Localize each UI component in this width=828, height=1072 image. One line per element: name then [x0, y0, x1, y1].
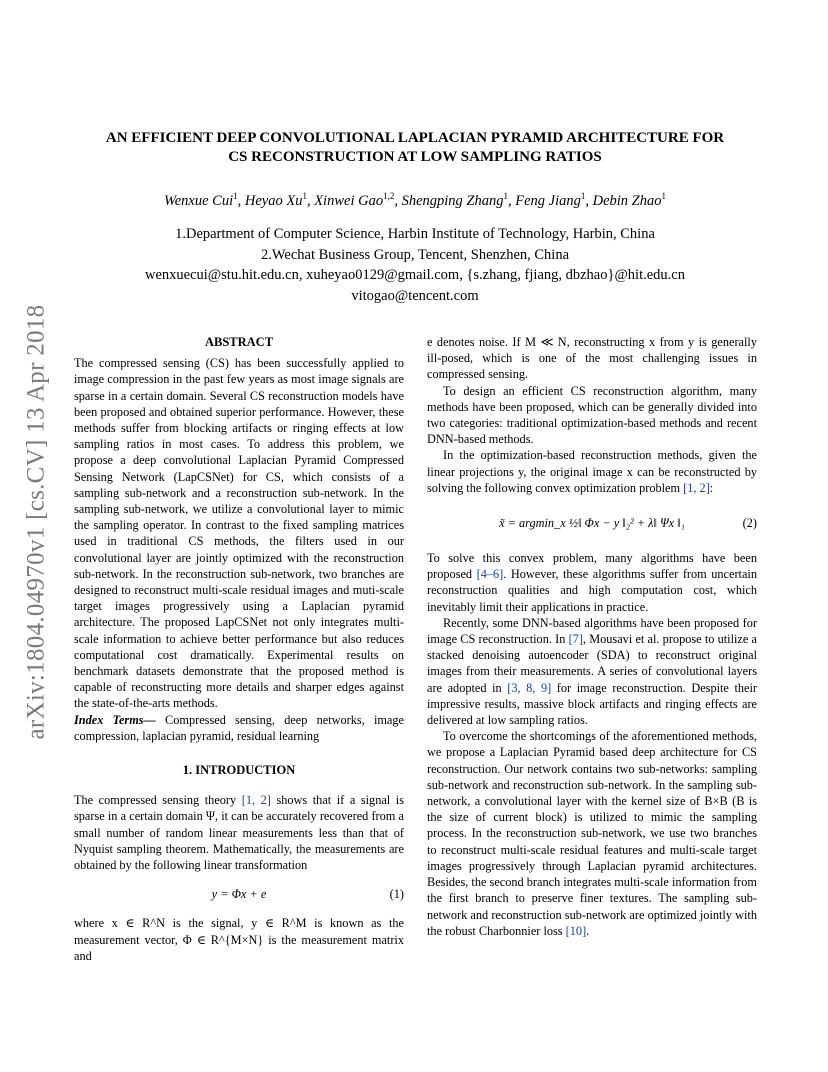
body-text: To solve this convex problem, many algorithms have been proposed [427, 551, 757, 582]
intro-paragraph-continued: where x ∈ R^N is the signal, y ∈ R^M is known as the measurement vector, Φ ∈ R^{M×N} is the measurement matrix and [74, 916, 404, 963]
body-paragraph [427, 447, 757, 496]
email-line: wenxuecui@stu.hit.edu.cn, xuheyao0129@gmail.com, {s.zhang, fjiang, dbzhao}@hit.edu.cn [144, 267, 685, 283]
intro-text: The compressed sensing theory [74, 793, 242, 808]
author-affiliation-mark: 1 [503, 191, 508, 201]
body-paragraph [427, 728, 757, 939]
citation-link[interactable]: [7] [568, 632, 583, 647]
body-paragraph: To design an efficient CS reconstruction algorithm, many methods have been proposed, which can be generally divided into two categories: traditional optimization-based methods and recent DNN-based methods. [427, 383, 757, 447]
body-text: . [586, 923, 590, 938]
body-paragraph [427, 550, 757, 615]
affiliations [60, 224, 770, 306]
body-paragraph [427, 615, 757, 728]
equation-1 [74, 885, 404, 903]
intro-text: shows that if a signal is sparse in a certain domain Ψ, it can be accurately recovered from a small number of random linear measurements less than that of Nyquist sampling theorem. Mathematically, the measurements are obtained by the following linear transformation [74, 793, 404, 873]
paper-title [60, 129, 770, 167]
author-name: Shengping Zhang [401, 192, 504, 209]
body-text: To overcome the shortcomings of the aforementioned methods, we propose a Laplacian Pyramid based deep architecture for CS reconstruction. Our network contains two sub-networks: sampling sub-network and reconstruction sub-network. In the sampling sub-network, a convolutional layer with the kernel size of B×B (B is the size of current block) is utilized to mimic the sampling process. In the reconstruction sub-network, we use two branches to reconstruct multi-scale residual features and multi-scale target images progressively through Laplacian pyramid architectures. Besides, the second branch integrates multi-scale information from the first branch to preserve finer textures. The sampling sub-network and reconstruction sub-network are optimized jointly with the robust Charbonnier loss [427, 729, 757, 938]
index-terms-text: Compressed sensing, deep networks, image compression, laplacian pyramid, residual learning [74, 712, 405, 743]
author-name: Feng Jiang [515, 192, 581, 209]
author-name: Heyao Xu [244, 192, 303, 209]
author-affiliation-mark: 1 [580, 191, 586, 201]
author-affiliation-mark: 1 [661, 191, 666, 201]
body-text: In the optimization-based reconstruction methods, given the linear projections y, the original image x can be reconstructed by solving the following convex optimization problem [427, 448, 757, 495]
abstract-text: The compressed sensing (CS) has been successfully applied to image compression in the past few years as most image signals are sparse in a certain domain. Several CS reconstruction models have been proposed and obtained superior performance. However, these methods suffer from blocking artifacts or ringing effects at low sampling ratios in most cases. To address this problem, we propose a deep convolutional Laplacian Pyramid Compressed Sensing Network (LapCSNet) for CS, which consists of a sampling sub-network and a reconstruction sub-network. In the sampling sub-network, we utilize a convolutional layer to mimic the sampling operator. In contrast to the fixed sampling matrices used in traditional CS methods, the filters used in our convolutional layer are jointly optimized with the reconstruction sub-network. In the reconstruction sub-network, two branches are designed to reconstruct multi-scale residual images and muti-scale target images progressively using a Laplacian pyramid architecture. The proposed LapCSNet not only integrates multi-scale information to achieve better performance but also reduces computational cost dramatically. Experimental results on benchmark datasets demonstrate that the proposed method is capable of reconstructing more details and sharper edges against the state-of-the-arts methods. [74, 356, 404, 711]
author-affiliation-mark: 1,2 [383, 191, 395, 201]
intro-paragraph [74, 792, 404, 873]
body-text: for image reconstruction. Despite their impressive results, massive block artifacts and ringing effects are delivered at low sampling ratios. [427, 680, 757, 728]
body-text: Recently, some DNN-based algorithms have been proposed for image CS reconstruction. In [427, 615, 757, 647]
citation-link[interactable]: [10] [565, 923, 587, 938]
equation-body: x̃ = argmin_x ½‖ Φx − y ‖₂² + λ‖ Ψx ‖₁ [499, 516, 685, 531]
equation-body: y = Φx + e [211, 887, 267, 902]
index-terms-label: Index Terms— [74, 712, 156, 727]
introduction-heading: 1. INTRODUCTION [182, 763, 296, 778]
affiliation-line: 1.Department of Computer Science, Harbin Institute of Technology, Harbin, China [175, 226, 655, 242]
body-text: : [709, 480, 714, 495]
author-name: Xinwei Gao [314, 192, 384, 209]
body-text: . However, these algorithms suffer from uncertain reconstruction qualities and high computation cost, which inevitably limit their applications in practice. [427, 567, 757, 614]
equation-number: (1) [389, 887, 404, 902]
body-text: , Mousavi et al. propose to utilize a stacked denoising autoencoder (SDA) to reconstruct original images from their measurements. A series of convolutional layers are adopted in [427, 632, 757, 695]
citation-link[interactable]: [3, 8, 9] [507, 680, 552, 695]
author-name: Wenxue Cui [163, 192, 234, 209]
citation-link[interactable]: [1, 2] [241, 793, 271, 808]
author-affiliation-mark: 1 [233, 191, 238, 201]
email-line: vitogao@tencent.com [351, 287, 479, 304]
author-list: Wenxue Cui$^1$, Heyao Xu$^1$, Xinwei Gao$^{1,2}$, Shengping Zhang$^1$, Feng Jiang$^1$, Debin Zhao$^1$ [163, 191, 666, 209]
citation-link[interactable]: [1, 2] [683, 480, 710, 495]
arxiv-id-text: arXiv:1804.04970v1 [cs.CV] 13 Apr 2018 [22, 304, 50, 740]
title-line-1: AN EFFICIENT DEEP CONVOLUTIONAL LAPLACIAN PYRAMID ARCHITECTURE FOR [105, 130, 725, 146]
citation-link[interactable]: [4–6] [476, 567, 504, 582]
title-line-2: CS RECONSTRUCTION AT LOW SAMPLING RATIOS [228, 149, 602, 165]
index-terms [74, 712, 404, 744]
abstract-heading: ABSTRACT [204, 335, 274, 349]
equation-2 [427, 506, 757, 540]
left-column [74, 334, 404, 964]
affiliation-line: 2.Wechat Business Group, Tencent, Shenzhen, China [260, 246, 570, 263]
author-affiliation-mark: 1 [302, 191, 307, 201]
equation-number: (2) [742, 516, 757, 531]
author-name: Debin Zhao [592, 192, 662, 209]
arxiv-side-identifier [14, 304, 58, 740]
right-column [427, 334, 757, 939]
body-paragraph: e denotes noise. If M ≪ N, reconstructing x from y is generally ill-posed, which is one of the most challenging issues in compressed sensing. [427, 335, 757, 382]
